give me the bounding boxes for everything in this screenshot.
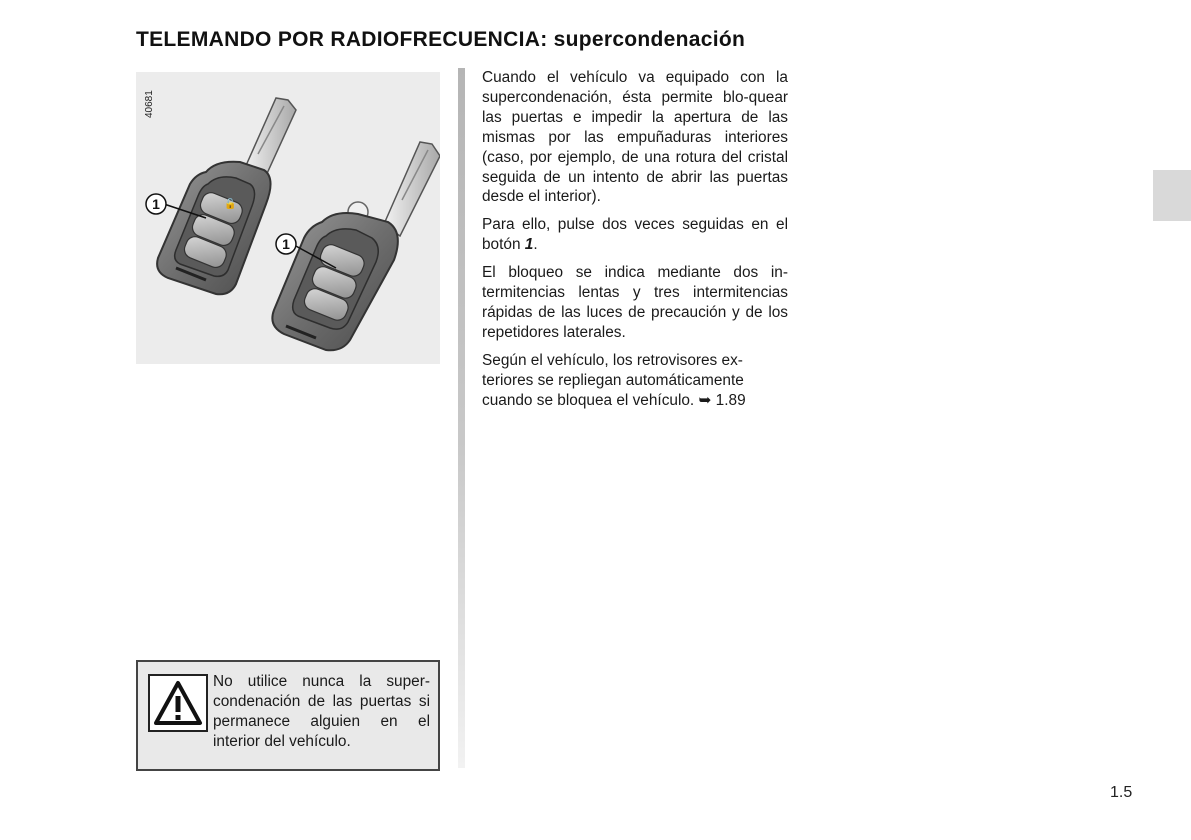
warning-box (136, 660, 440, 771)
left-key-fob (157, 98, 296, 294)
callout-label: 1 (152, 196, 160, 212)
figure-code (139, 82, 159, 122)
page-title: TELEMANDO POR RADIOFRECUENCIA: supercondenación (136, 28, 746, 51)
page-number: 1.5 (1110, 784, 1133, 801)
paragraph (482, 351, 788, 411)
svg-text:🔓: 🔓 (224, 199, 237, 210)
section-tab (1153, 170, 1191, 221)
svg-text:40681: 40681 (144, 90, 155, 118)
button-reference: 1 (524, 236, 534, 254)
body-column (482, 68, 788, 419)
column-divider (458, 68, 465, 768)
page-reference[interactable]: 1.89 (715, 391, 746, 409)
paragraph: El bloqueo se indica mediante dos in-termitencias lentas y tres intermitencias rápidas de las luces de precaución y de los repetidores laterales. (482, 264, 788, 341)
warning-text: No utilice nunca la super-condenación de las puertas si permanece alguien en el interior del vehículo. (213, 673, 430, 750)
paragraph-text: . (533, 236, 538, 254)
page-reference-arrow-icon: ➥ (698, 391, 712, 409)
warning-triangle-icon (148, 674, 208, 732)
paragraph-text: cuando se bloquea el vehículo. (482, 391, 699, 409)
paragraph-text: Para ello, pulse dos veces seguidas en el botón (482, 216, 788, 254)
paragraph-text: Según el vehículo, los retrovisores ex-teriores se repliegan automáticamente (482, 351, 744, 389)
paragraph (482, 215, 788, 255)
paragraph: Cuando el vehículo va equipado con la supercondenación, ésta permite blo-quear las puertas e impedir la apertura de las mismas por las empuñaduras interiores (caso, por ejemplo, de una rotura del cristal seguida de un intento de abrir las puertas desde el interior). (482, 69, 788, 206)
key-fob-illustration (136, 72, 440, 364)
callout-label: 1 (282, 236, 290, 252)
